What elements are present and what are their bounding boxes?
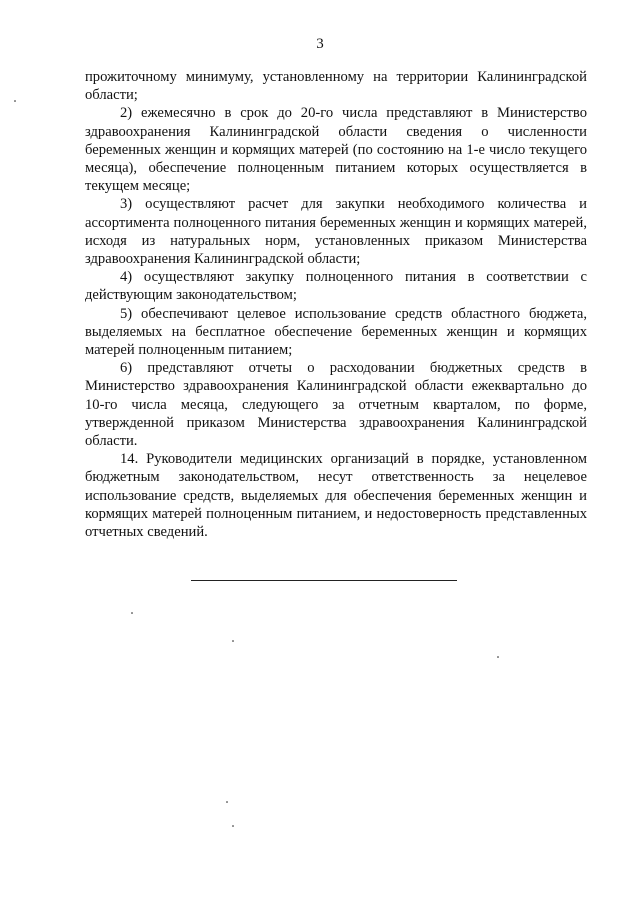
page-number: 3 — [316, 36, 324, 52]
end-separator-line — [191, 580, 457, 581]
paragraph-item-6: 6) представляют отчеты о расходовании бюджетных средств в Министерство здравоохранения Калининградской области ежеквартально до 10-го числа месяца, следующего за отчетным кварталом, по форме, утвержденной приказом Министерства здравоохранения Калининградской области. — [85, 360, 587, 450]
paragraph-item-3: 3) осуществляют расчет для закупки необходимого количества и ассортимента полноценного питания беременных женщин и кормящих матерей, исходя из натуральных норм, установленных приказом Министерства здравоохранения Калининградской области; — [85, 196, 587, 268]
paragraph-section-14: 14. Руководители медицинских организаций в порядке, установленном бюджетным законодательством, несут ответственность за нецелевое использование средств, выделяемых для обеспечения беременных женщин и кормящих матерей полноценным питанием, и недостоверность представленных отчетных сведений. — [85, 451, 587, 541]
scan-speck — [14, 100, 16, 102]
scan-speck — [131, 612, 133, 614]
scan-speck — [232, 825, 234, 827]
scan-speck — [497, 656, 499, 658]
paragraph-item-2: 2) ежемесячно в срок до 20-го числа представляют в Министерство здравоохранения Калининградской области сведения о численности беременных женщин и кормящих матерей (по состоянию на 1-е число текущего месяца), обеспечение полноценным питанием которых осуществляется в текущем месяце; — [85, 105, 587, 195]
scan-speck — [232, 640, 234, 642]
document-body — [85, 68, 587, 541]
paragraph-item-4: 4) осуществляют закупку полноценного питания в соответствии с действующим законодательством; — [85, 269, 587, 304]
paragraph-item-5: 5) обеспечивают целевое использование средств областного бюджета, выделяемых на бесплатное обеспечение беременных женщин и кормящих матерей полноценным питанием; — [85, 305, 587, 359]
scan-speck — [226, 801, 228, 803]
paragraph-continuation: прожиточному минимуму, установленному на территории Калининградской области; — [85, 69, 587, 104]
